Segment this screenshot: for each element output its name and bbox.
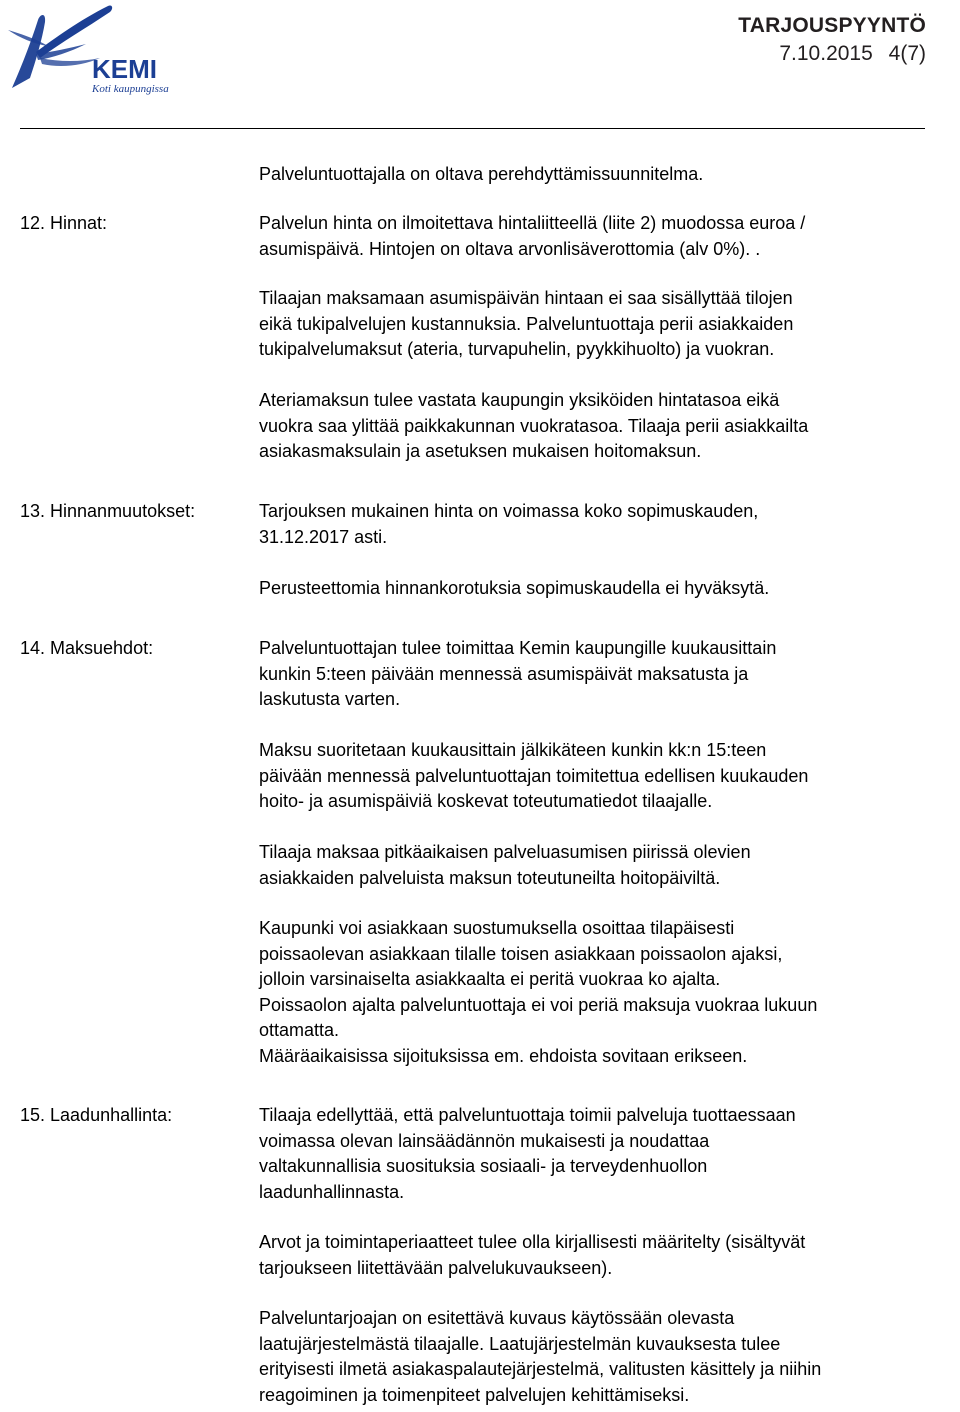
paragraph: Palveluntuottajalla on oltava perehdyttämissuunnitelma. (259, 164, 704, 184)
paragraph: Palvelun hinta on ilmoitettava hintaliitteellä (liite 2) muodossa euroa / asumispäivä. Hintojen on oltava arvonlisäverottomia (alv 0%). . (259, 213, 806, 259)
paragraph: Palveluntarjoajan on esitettävä kuvaus käytössään olevasta laatujärjestelmästä tilaajalle. Laatujärjestelmän kuvauksesta tulee erityisesti ilmetä asiakaspalautejärjestelmä, valitusten käsittely ja niihin reagoiminen ja toimenpiteet palvelujen kehittämiseksi. (259, 1308, 822, 1405)
logo-wordmark: KEMI (92, 54, 157, 84)
document-date: 7.10.2015 (779, 42, 873, 65)
section-label-payment-terms: 14. Maksuehdot: (20, 638, 154, 658)
section-label-price-changes: 13. Hinnanmuutokset: (20, 501, 196, 521)
paragraph: Maksu suoritetaan kuukausittain jälkikäteen kunkin kk:n 15:teen päivään mennessä palveluntuottajan toimitettua edellisen kuukauden hoito- ja asumispäiviä koskevat toteutumatiedot tilaajalle. (259, 740, 809, 811)
paragraph: Tilaaja edellyttää, että palveluntuottaja toimii palveluja tuottaessaan voimassa olevan lainsäädännön mukaisesti ja noudattaa valtakunnallisia suosituksia sosiaali- ja terveydenhuollon laadunhallinnasta. (259, 1105, 796, 1202)
paragraph: Tilaaja maksaa pitkäaikaisen palveluasumisen piirissä olevien asiakkaiden palveluista maksun toteutuneilta hoitopäiviltä. (259, 842, 751, 888)
paragraph: Ateriamaksun tulee vastata kaupungin yksiköiden hintatasoa eikä vuokra saa ylittää paikkakunnan vuokratasoa. Tilaaja perii asiakkailta asiakasmaksulain ja asetuksen mukaisen hoitomaksun. (259, 390, 809, 461)
logo-tagline: Koti kaupungissa (92, 83, 169, 95)
page-number: 4(7) (888, 42, 926, 65)
paragraph: Kaupunki voi asiakkaan suostumuksella osoittaa tilapäisesti poissaolevan asiakkaan tilalle toisen asiakkaan poissaolon ajaksi, jolloin varsinaiselta asiakkaalta ei peritä vuokraa ko ajalta. Poissaolon ajalta palveluntuottaja ei voi periä maksuja vuokraa lukuun ottamatta. Määräaikaisissa sijoituksissa em. ehdoista sovitaan erikseen. (259, 918, 818, 1066)
paragraph: Perusteettomia hinnankorotuksia sopimuskaudella ei hyväksytä. (259, 578, 770, 598)
document-title: TARJOUSPYYNTÖ (738, 14, 926, 37)
section-label-prices: 12. Hinnat: (20, 213, 108, 233)
paragraph: Tarjouksen mukainen hinta on voimassa koko sopimuskauden, 31.12.2017 asti. (259, 501, 759, 547)
paragraph: Palveluntuottajan tulee toimittaa Kemin kaupungille kuukausittain kunkin 5:teen päivään mennessä asumispäivät maksatusta ja laskutusta varten. (259, 638, 777, 709)
paragraph: Tilaajan maksamaan asumispäivän hintaan ei saa sisällyttää tilojen eikä tukipalvelujen kustannuksia. Palveluntuottaja perii asiakkaiden tukipalvelumaksut (ateria, turvapuhelin, pyykkihuolto) ja vuokran. (259, 288, 794, 359)
section-label-quality-management: 15. Laadunhallinta: (20, 1105, 173, 1125)
paragraph: Arvot ja toimintaperiaatteet tulee olla kirjallisesti määritelty (sisältyvät tarjoukseen liitettävään palvelukuvaukseen). (259, 1232, 806, 1278)
